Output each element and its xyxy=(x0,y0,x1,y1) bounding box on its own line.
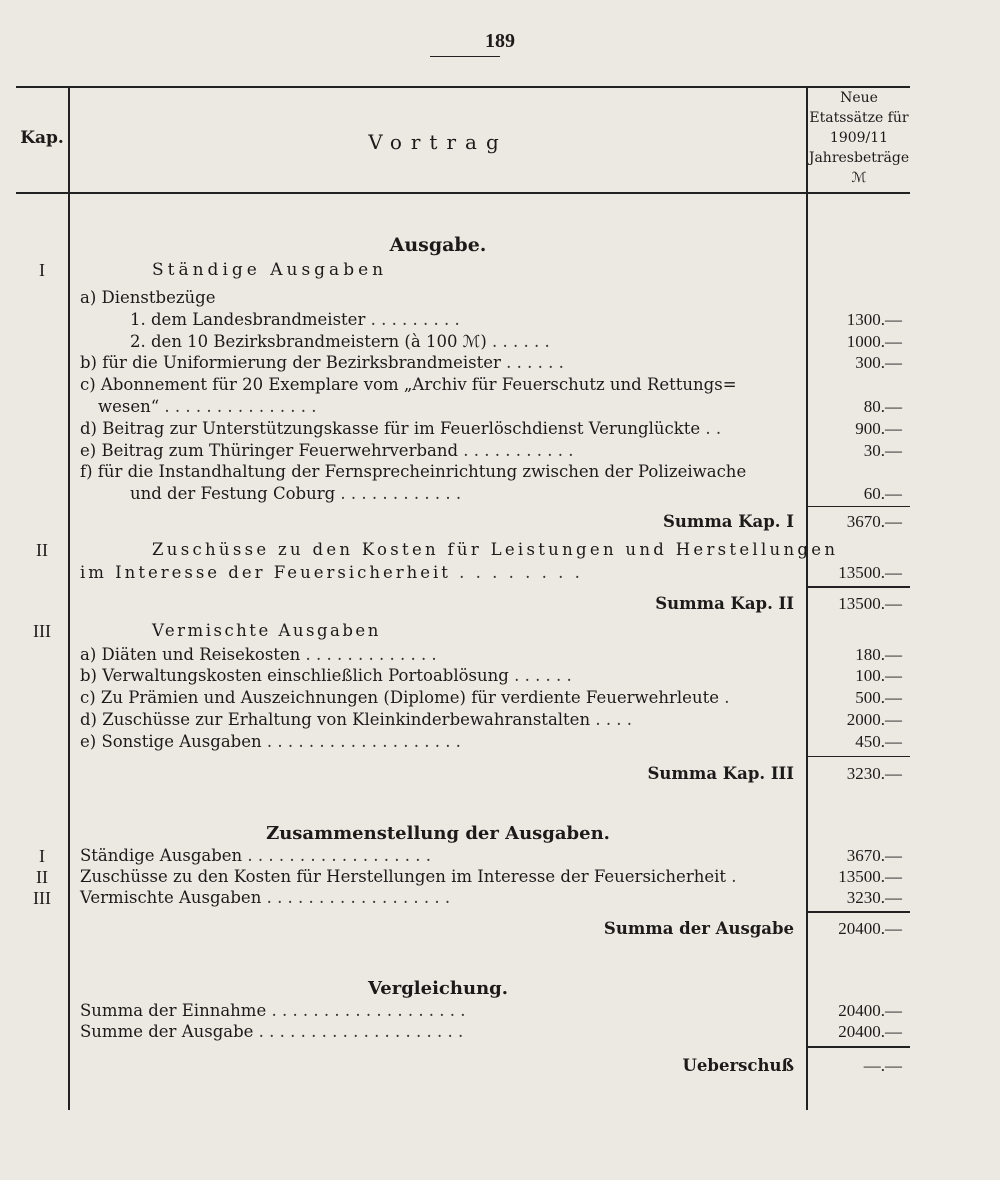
kap-I-b-amount: 300.— xyxy=(855,353,902,372)
header-etatssaetze-fuer: Etatssätze für xyxy=(809,110,909,126)
header-neue: Neue xyxy=(840,90,878,106)
header-mark-symbol: ℳ xyxy=(851,170,867,186)
kap-II-summa-amount: 13500.— xyxy=(838,594,902,613)
kap-I-a-label: a) Dienstbezüge xyxy=(80,288,216,307)
kap-II-summa-label: Summa Kap. II xyxy=(655,594,794,613)
kap-III-title: Vermischte Ausgaben xyxy=(152,621,381,640)
kap-III-c-text: c) Zu Prämien und Auszeichnungen (Diplome) für verdiente Feuerwehrleute . xyxy=(80,688,730,707)
kap-I-c-text-2: wesen“ . . . . . . . . . . . . . . . xyxy=(98,397,317,416)
kap-II-text-2: im Interesse der Feuersicherheit . . . . . . . . xyxy=(80,563,583,582)
kap-II-sum-rule xyxy=(806,586,910,588)
verg-sum-rule xyxy=(806,1046,910,1048)
zus-I-numeral: I xyxy=(39,846,45,866)
header-vortrag: Vortrag xyxy=(368,130,508,154)
kap-III-summa-amount: 3230.— xyxy=(846,764,902,783)
zus-II-numeral: II xyxy=(36,867,48,887)
kap-III-b-text: b) Verwaltungskosten einschließlich Portoablösung . . . . . . xyxy=(80,666,572,685)
kap-III-e-amount: 450.— xyxy=(855,732,902,751)
verg-ueberschuss-amount: —.— xyxy=(863,1056,902,1075)
kap-III-c-amount: 500.— xyxy=(855,688,902,707)
kap-I-d-amount: 900.— xyxy=(855,419,902,438)
zus-III-numeral: III xyxy=(33,888,51,908)
kap-I-f-amount: 60.— xyxy=(863,484,902,503)
kap-I-a2-amount: 1000.— xyxy=(846,332,902,351)
kap-III-d-text: d) Zuschüsse zur Erhaltung von Kleinkinderbewahranstalten . . . . xyxy=(80,710,633,729)
kap-I-sum-rule xyxy=(806,506,910,507)
kap-I-a1-text: 1. dem Landesbrandmeister . . . . . . . . . xyxy=(130,310,460,329)
kap-I-a1-amount: 1300.— xyxy=(846,310,902,329)
verg-einnahme-amount: 20400.— xyxy=(838,1001,902,1020)
kap-II-text-1: Zuschüsse zu den Kosten für Leistungen und Herstellungen xyxy=(152,540,839,559)
page-number: 189 xyxy=(485,30,515,52)
kap-II-numeral: II xyxy=(36,540,48,560)
kap-I-c-amount: 80.— xyxy=(863,397,902,416)
zus-II-amount: 13500.— xyxy=(838,867,902,886)
kap-I-summa-amount: 3670.— xyxy=(846,512,902,531)
kap-III-a-text: a) Diäten und Reisekosten . . . . . . . . . . . . . xyxy=(80,645,437,664)
ausgabe-title: Ausgabe. xyxy=(389,234,487,256)
kap-I-e-text: e) Beitrag zum Thüringer Feuerwehrverband . . . . . . . . . . . xyxy=(80,441,574,460)
kap-I-e-amount: 30.— xyxy=(863,441,902,460)
kap-I-title: Ständige Ausgaben xyxy=(152,260,388,280)
zus-I-amount: 3670.— xyxy=(846,846,902,865)
kap-I-a2-text: 2. den 10 Bezirksbrandmeistern (à 100 ℳ) . . . . . . xyxy=(130,332,550,351)
zus-summa-label: Summa der Ausgabe xyxy=(603,919,794,938)
kap-III-e-text: e) Sonstige Ausgaben . . . . . . . . . . . . . . . . . . . xyxy=(80,732,461,751)
kap-I-d-text: d) Beitrag zur Unterstützungskasse für im Feuerlöschdienst Verunglückte . . xyxy=(80,419,722,438)
header-jahresbetraege: Jahresbeträge xyxy=(808,150,910,166)
kap-I-summa-label: Summa Kap. I xyxy=(662,512,794,531)
zus-II-text: Zuschüsse zu den Kosten für Herstellungen im Interesse der Feuersicherheit . xyxy=(80,867,737,886)
header-etatssaetze xyxy=(806,88,912,188)
header-bottom-rule xyxy=(16,192,910,194)
page-number-rule xyxy=(430,56,500,57)
kap-III-numeral: III xyxy=(33,621,51,641)
kap-I-c-text-1: c) Abonnement für 20 Exemplare vom „Archiv für Feuerschutz und Rettungs= xyxy=(80,375,737,394)
zus-sum-rule xyxy=(806,911,910,913)
verg-einnahme-text: Summa der Einnahme . . . . . . . . . . . . . . . . . . . xyxy=(80,1001,466,1020)
zus-III-amount: 3230.— xyxy=(846,888,902,907)
header-kap: Kap. xyxy=(20,128,64,148)
zusammenstellung-title: Zusammenstellung der Ausgaben. xyxy=(266,823,610,844)
kap-III-d-amount: 2000.— xyxy=(846,710,902,729)
vergleichung-title: Vergleichung. xyxy=(367,978,509,999)
zus-summa-amount: 20400.— xyxy=(838,919,902,938)
kap-I-b-text: b) für die Uniformierung der Bezirksbrandmeister . . . . . . xyxy=(80,353,564,372)
header-years: 1909/11 xyxy=(829,130,889,146)
table-top-rule xyxy=(16,86,910,88)
kap-I-f-text-1: f) für die Instandhaltung der Fernsprecheinrichtung zwischen der Polizeiwache xyxy=(80,462,747,481)
zus-III-text: Vermischte Ausgaben . . . . . . . . . . . . . . . . . . xyxy=(80,888,451,907)
kap-III-a-amount: 180.— xyxy=(855,645,902,664)
zus-I-text: Ständige Ausgaben . . . . . . . . . . . . . . . . . . xyxy=(80,846,432,865)
kap-I-f-text-2: und der Festung Coburg . . . . . . . . . . . . xyxy=(130,484,462,503)
kap-III-summa-label: Summa Kap. III xyxy=(647,764,794,783)
kap-III-sum-rule xyxy=(806,756,910,757)
verg-ueberschuss-label: Ueberschuß xyxy=(682,1056,794,1075)
verg-ausgabe-text: Summe der Ausgabe . . . . . . . . . . . . . . . . . . . . xyxy=(80,1022,464,1041)
kap-III-b-amount: 100.— xyxy=(855,666,902,685)
kap-II-amount: 13500.— xyxy=(838,563,902,582)
kap-I-numeral: I xyxy=(39,260,45,280)
verg-ausgabe-amount: 20400.— xyxy=(838,1022,902,1041)
